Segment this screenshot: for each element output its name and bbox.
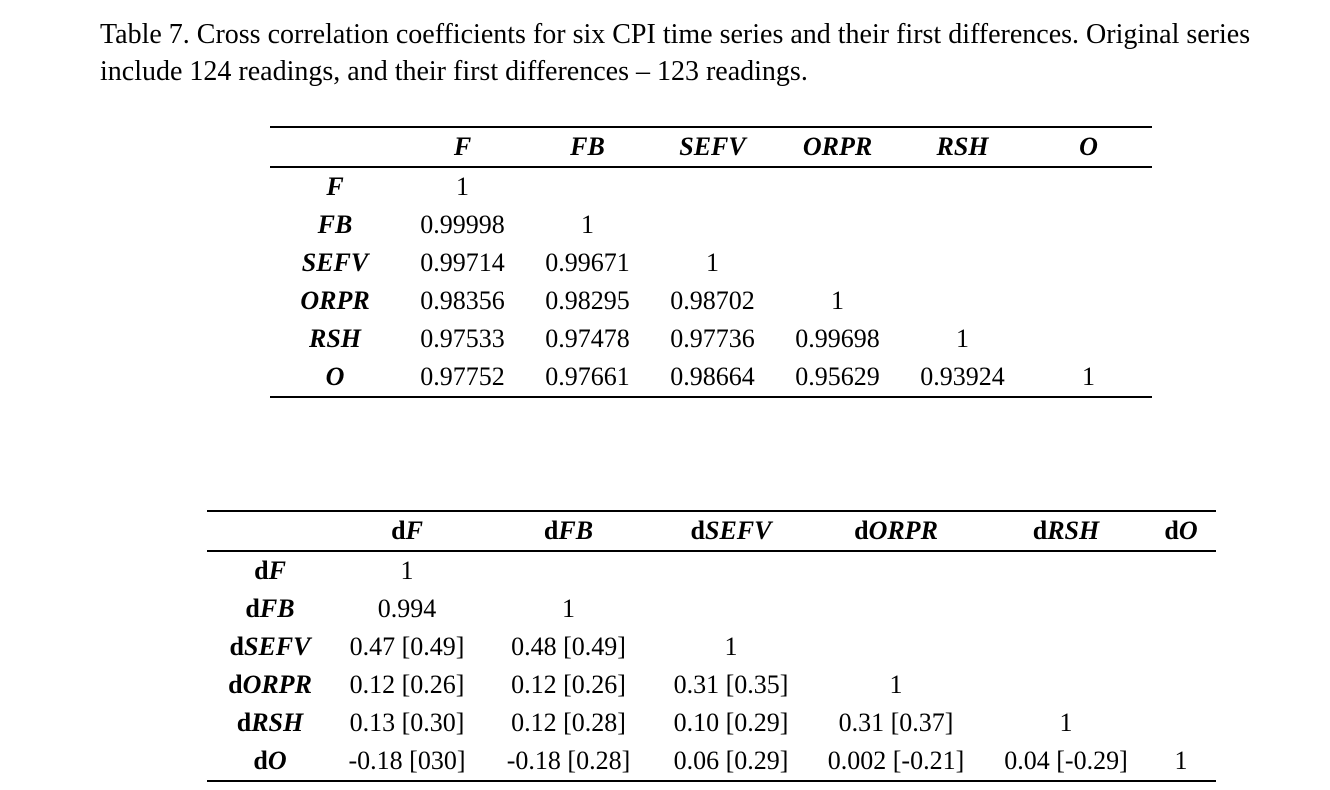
table-row — [207, 551, 1216, 590]
correlation-cell — [806, 551, 986, 590]
table-row — [207, 628, 1216, 666]
correlation-cell: 0.10 [0.29] — [673, 708, 789, 737]
correlation-cell: -0.18 [030] — [333, 742, 481, 781]
correlation-cell: 0.99698 — [795, 324, 880, 353]
correlation-cell — [650, 167, 775, 206]
correlation-cell: 0.47 [0.49] — [349, 632, 465, 661]
correlation-cell: 0.48 [0.49] — [511, 632, 626, 661]
correlation-cell: 1 — [1025, 358, 1152, 397]
correlation-cell: 0.06 [0.29] — [656, 742, 806, 781]
correlation-cell: 0.98702 — [670, 286, 755, 315]
column-header: dFB — [481, 511, 656, 551]
correlation-cell — [1025, 206, 1152, 244]
correlation-cell — [775, 206, 900, 244]
column-header: RSH — [900, 127, 1025, 167]
corner-cell — [270, 127, 400, 167]
correlation-cell: 1 — [581, 210, 594, 239]
correlation-cell: 0.98356 — [420, 286, 505, 315]
row-header: SEFV — [301, 248, 369, 277]
correlation-cell: 0.97661 — [525, 358, 650, 397]
correlation-cell — [656, 590, 806, 628]
correlation-cell — [806, 590, 986, 628]
correlation-cell — [1025, 320, 1152, 358]
correlation-cell — [986, 628, 1146, 666]
correlation-cell: 0.98295 — [545, 286, 630, 315]
correlation-cell: 1 — [562, 594, 575, 623]
correlation-cell: 1 — [706, 248, 719, 277]
correlation-cell: 0.994 — [377, 594, 437, 623]
column-header: F — [400, 127, 525, 167]
row-header: F — [326, 172, 344, 201]
correlation-cell — [1025, 244, 1152, 282]
column-header: dF — [333, 511, 481, 551]
row-header: dORPR — [228, 670, 312, 699]
row-header: FB — [317, 210, 353, 239]
corner-cell — [207, 511, 333, 551]
row-header: RSH — [308, 324, 362, 353]
correlation-cell — [900, 244, 1025, 282]
correlation-cell: 0.31 [0.37] — [838, 708, 954, 737]
correlation-cell: 0.12 [0.28] — [511, 708, 626, 737]
correlation-cell — [1025, 282, 1152, 320]
table-row — [270, 206, 1152, 244]
correlation-cell: 0.04 [-0.29] — [986, 742, 1146, 781]
correlation-cell: 0.99998 — [420, 210, 505, 239]
row-header: dF — [254, 556, 286, 585]
column-header: SEFV — [650, 127, 775, 167]
row-header: dRSH — [236, 708, 304, 737]
correlation-cell — [986, 666, 1146, 704]
correlation-cell: 0.93924 — [900, 358, 1025, 397]
column-header: dORPR — [806, 511, 986, 551]
table-row — [270, 244, 1152, 282]
table-row — [207, 704, 1216, 742]
correlation-cell: 1 — [1059, 708, 1073, 737]
correlation-cell — [900, 282, 1025, 320]
correlation-cell: 0.002 [-0.21] — [806, 742, 986, 781]
correlation-cell: 0.95629 — [775, 358, 900, 397]
column-header: O — [1025, 127, 1152, 167]
table-row — [270, 282, 1152, 320]
table-row — [207, 742, 1216, 781]
correlation-cell: 0.97752 — [400, 358, 525, 397]
correlation-cell — [900, 206, 1025, 244]
correlation-cell — [986, 590, 1146, 628]
correlation-cell — [1146, 666, 1216, 704]
row-header: dO — [207, 742, 333, 781]
column-header: dO — [1146, 511, 1216, 551]
correlation-cell: 1 — [956, 324, 969, 353]
correlation-cell: 1 — [889, 670, 903, 699]
row-header: dSEFV — [229, 632, 311, 661]
row-header: O — [270, 358, 400, 397]
correlation-cell — [656, 551, 806, 590]
correlation-cell — [650, 206, 775, 244]
correlation-cell — [1146, 628, 1216, 666]
correlation-cell: 1 — [1146, 742, 1216, 781]
header-row — [207, 511, 1216, 551]
correlation-cell — [1025, 167, 1152, 206]
correlation-cell: 0.31 [0.35] — [673, 670, 789, 699]
correlation-cell — [900, 167, 1025, 206]
correlation-cell: 1 — [831, 286, 844, 315]
correlation-cell: 0.98664 — [650, 358, 775, 397]
correlation-cell: 1 — [724, 632, 738, 661]
correlation-cell: 0.97736 — [670, 324, 755, 353]
correlation-cell: 0.97478 — [545, 324, 630, 353]
correlation-cell: 0.13 [0.30] — [349, 708, 465, 737]
correlation-table-differences — [207, 510, 1216, 782]
header-row — [270, 127, 1152, 167]
correlation-cell — [1146, 590, 1216, 628]
correlation-cell: 0.99671 — [545, 248, 630, 277]
correlation-cell: 0.99714 — [420, 248, 505, 277]
correlation-cell — [806, 628, 986, 666]
correlation-cell — [1146, 704, 1216, 742]
column-header: FB — [525, 127, 650, 167]
row-header: dFB — [245, 594, 295, 623]
correlation-cell — [1146, 551, 1216, 590]
correlation-cell — [481, 551, 656, 590]
table-row — [270, 358, 1152, 397]
correlation-table-original — [270, 126, 1152, 398]
correlation-cell — [986, 551, 1146, 590]
correlation-cell: 1 — [400, 556, 414, 585]
correlation-cell: 0.97533 — [420, 324, 505, 353]
table-row — [207, 666, 1216, 704]
table-row — [207, 590, 1216, 628]
correlation-cell — [775, 167, 900, 206]
correlation-cell — [525, 167, 650, 206]
correlation-cell: 0.12 [0.26] — [511, 670, 626, 699]
row-header: ORPR — [300, 286, 370, 315]
correlation-cell: -0.18 [0.28] — [481, 742, 656, 781]
column-header: ORPR — [775, 127, 900, 167]
correlation-cell: 0.12 [0.26] — [349, 670, 465, 699]
table-row — [270, 167, 1152, 206]
column-header: dSEFV — [656, 511, 806, 551]
correlation-cell — [775, 244, 900, 282]
correlation-cell: 1 — [456, 172, 469, 201]
table-row — [270, 320, 1152, 358]
table-caption: Table 7. Cross correlation coefficients for six CPI time series and their first differences. Original series include 124 readings, and their first differences – 123 readings. — [100, 19, 1251, 87]
column-header: dRSH — [986, 511, 1146, 551]
